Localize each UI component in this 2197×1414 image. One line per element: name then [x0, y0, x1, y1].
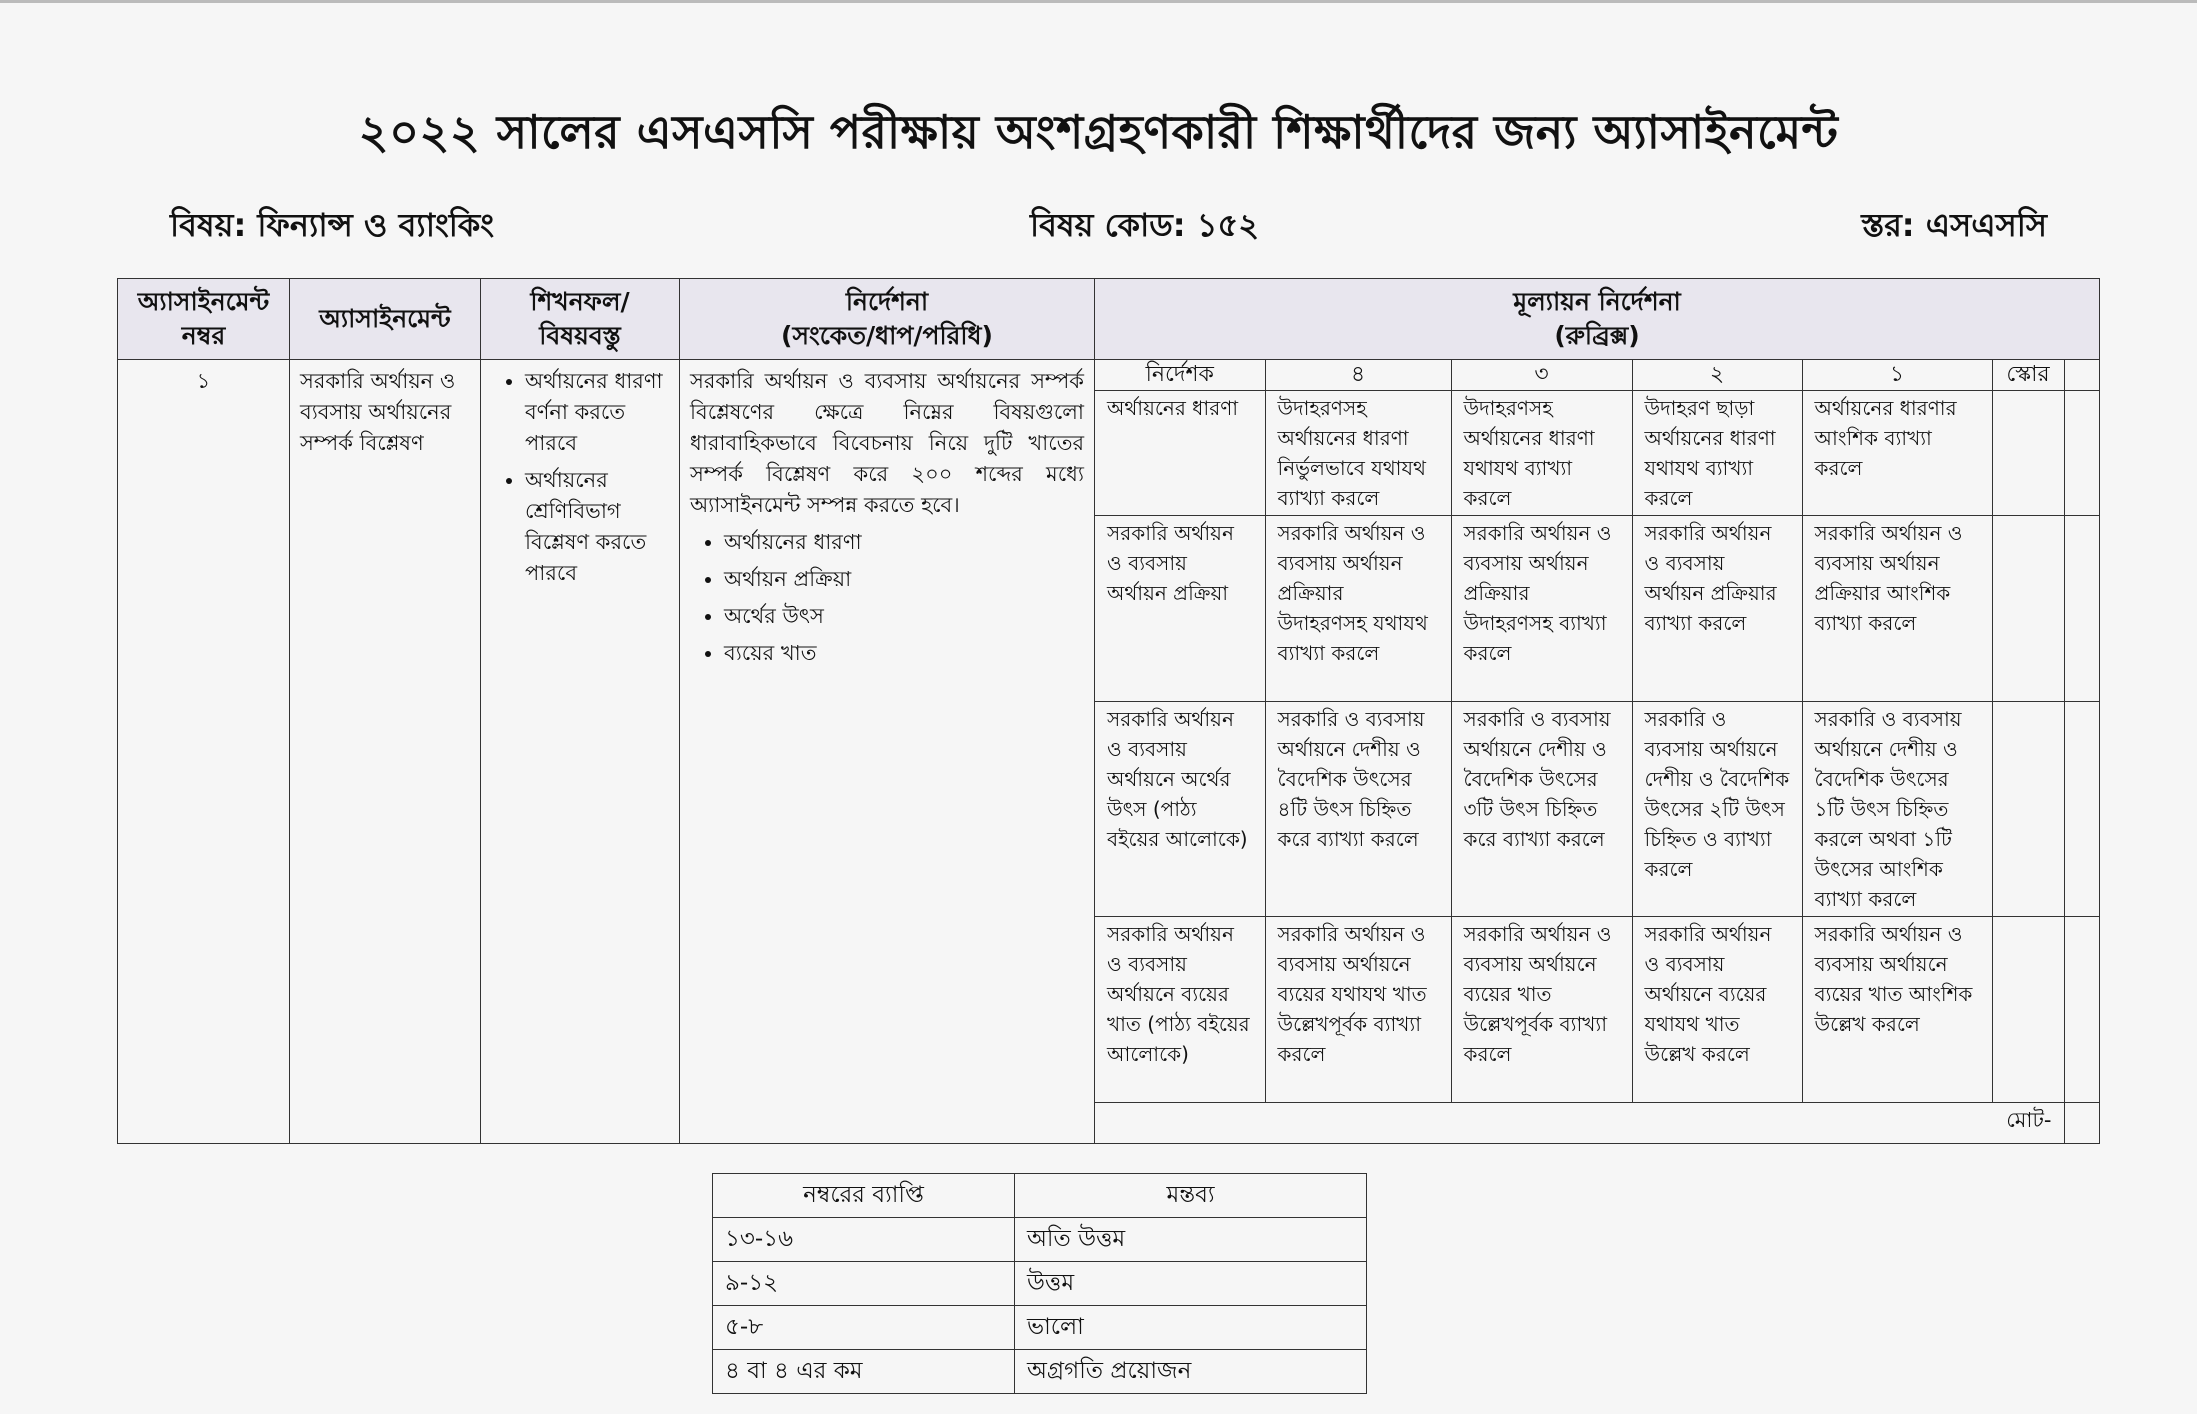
- rubric-header-1: ১: [1802, 360, 1992, 391]
- header-evaluation-line1: মূল্যায়ন নির্দেশনা: [1513, 287, 1681, 316]
- rubric-header-blank: [2064, 360, 2100, 391]
- rubric-level-1: অর্থায়নের ধারণার আংশিক ব্যাখ্যা করলে: [1802, 391, 1992, 516]
- rubric-header-score: স্কোর: [1992, 360, 2064, 391]
- rubric-indicator: অর্থায়নের ধারণা: [1095, 391, 1265, 516]
- list-item: • অর্থায়ন প্রক্রিয়া: [724, 564, 1084, 595]
- outcome-list: [491, 366, 669, 589]
- learning-outcomes: [481, 360, 680, 1144]
- table-row: [713, 1262, 1367, 1306]
- list-item: • অর্থের উৎস: [724, 601, 1084, 632]
- list-item: • অর্থায়নের শ্রেণিবিভাগ বিশ্লেষণ করতে পারবে: [525, 465, 669, 589]
- rubric-indicator: সরকারি অর্থায়ন ও ব্যবসায় অর্থায়নে অর্থের উৎস (পাঠ্য বইয়ের আলোকে): [1095, 702, 1265, 917]
- scale-remark: অতি উত্তম: [1015, 1218, 1367, 1262]
- rubric-blank: [2064, 516, 2100, 702]
- instruction-text: সরকারি অর্থায়ন ও ব্যবসায় অর্থায়নের সম্পর্ক বিশ্লেষণের ক্ষেত্রে নিম্নের বিষয়গুলো ধারাবাহিকভাবে বিবেচনায় নিয়ে দুটি খাতের সম্পর্ক বিশ্লেষণ করে ২০০ শব্দের মধ্যে অ্যাসাইনমেন্ট সম্পন্ন করতে হবে।: [690, 369, 1084, 517]
- rubric-level-3: সরকারি ও ব্যবসায় অর্থায়নে দেশীয় ও বৈদেশিক উৎসের ৩টি উৎস চিহ্নিত করে ব্যাখ্যা করলে: [1451, 702, 1632, 917]
- rubric-level-1: সরকারি ও ব্যবসায় অর্থায়নে দেশীয় ও বৈদেশিক উৎসের ১টি উৎস চিহ্নিত করলে অথবা ১টি উৎসের আংশিক ব্যাখ্যা করলে: [1802, 702, 1992, 917]
- list-item: • অর্থায়নের ধারণা বর্ণনা করতে পারবে: [525, 366, 669, 459]
- header-instruction-line1: নির্দেশনা: [845, 287, 929, 316]
- table-row: [713, 1218, 1367, 1262]
- rubric-header-indicator: নির্দেশক: [1095, 360, 1265, 391]
- rubric-level-4: সরকারি ও ব্যবসায় অর্থায়নে দেশীয় ও বৈদেশিক উৎসের ৪টি উৎস চিহ্নিত করে ব্যাখ্যা করলে: [1265, 702, 1451, 917]
- rubric-blank: [2064, 702, 2100, 917]
- header-assignment: অ্যাসাইনমেন্ট: [290, 279, 481, 360]
- rubric-level-3: সরকারি অর্থায়ন ও ব্যবসায় অর্থায়নে ব্যয়ের খাত উল্লেখপূর্বক ব্যাখ্যা করলে: [1451, 917, 1632, 1103]
- top-border: [0, 0, 2197, 3]
- rubric-level-1: সরকারি অর্থায়ন ও ব্যবসায় অর্থায়নে ব্যয়ের খাত আংশিক উল্লেখ করলে: [1802, 917, 1992, 1103]
- rubric-blank: [2064, 917, 2100, 1103]
- scale-range: ৯-১২: [713, 1262, 1015, 1306]
- rubric-level-4: উদাহরণসহ অর্থায়নের ধারণা নির্ভুলভাবে যথাযথ ব্যাখ্যা করলে: [1265, 391, 1451, 516]
- scale-remark: অগ্রগতি প্রয়োজন: [1015, 1350, 1367, 1394]
- table-row: [1095, 702, 2100, 917]
- assignment-table: [117, 278, 2100, 1144]
- header-evaluation: [1095, 279, 2100, 360]
- assignment-number: ১: [118, 360, 290, 1144]
- header-evaluation-line2: (রুব্রিক্স): [1554, 321, 1640, 350]
- level-label: স্তর: এসএসসি: [1861, 206, 2047, 244]
- total-row: [1095, 1103, 2100, 1144]
- scale-range: ৪ বা ৪ এর কম: [713, 1350, 1015, 1394]
- scale-range: ৫-৮: [713, 1306, 1015, 1350]
- scale-header-range: নম্বরের ব্যাপ্তি: [713, 1174, 1015, 1218]
- rubric-level-2: উদাহরণ ছাড়া অর্থায়নের ধারণা যথাযথ ব্যাখ্যা করলে: [1632, 391, 1802, 516]
- table-row: [1095, 917, 2100, 1103]
- rubric-level-2: সরকারি অর্থায়ন ও ব্যবসায় অর্থায়নে ব্যয়ের যথাযথ খাত উল্লেখ করলে: [1632, 917, 1802, 1103]
- rubric-level-3: উদাহরণসহ অর্থায়নের ধারণা যথাযথ ব্যাখ্যা করলে: [1451, 391, 1632, 516]
- rubric-header-4: ৪: [1265, 360, 1451, 391]
- header-outcome: [481, 279, 680, 360]
- rubric-level-3: সরকারি অর্থায়ন ও ব্যবসায় অর্থায়ন প্রক্রিয়ার উদাহরণসহ ব্যাখ্যা করলে: [1451, 516, 1632, 702]
- scale-range: ১৩-১৬: [713, 1218, 1015, 1262]
- header-outcome-line1: শিখনফল/: [530, 287, 630, 316]
- rubric-indicator: সরকারি অর্থায়ন ও ব্যবসায় অর্থায়নে ব্যয়ের খাত (পাঠ্য বইয়ের আলোকে): [1095, 917, 1265, 1103]
- page-title: ২০২২ সালের এসএসসি পরীক্ষায় অংশগ্রহণকারী শিক্ষার্থীদের জন্য অ্যাসাইনমেন্ট: [358, 105, 1839, 159]
- rubric-cell: [1095, 360, 2100, 1144]
- rubric-score: [1992, 516, 2064, 702]
- rubric-header-3: ৩: [1451, 360, 1632, 391]
- rubric-level-4: সরকারি অর্থায়ন ও ব্যবসায় অর্থায়ন প্রক্রিয়ার উদাহরণসহ যথাযথ ব্যাখ্যা করলে: [1265, 516, 1451, 702]
- rubric-level-1: সরকারি অর্থায়ন ও ব্যবসায় অর্থায়ন প্রক্রিয়ার আংশিক ব্যাখ্যা করলে: [1802, 516, 1992, 702]
- header-number: অ্যাসাইনমেন্ট নম্বর: [118, 279, 290, 360]
- rubric-level-2: সরকারি ও ব্যবসায় অর্থায়নে দেশীয় ও বৈদেশিক উৎসের ২টি উৎস চিহ্নিত ও ব্যাখ্যা করলে: [1632, 702, 1802, 917]
- rubric-score: [1992, 702, 2064, 917]
- rubric-level-2: সরকারি অর্থায়ন ও ব্যবসায় অর্থায়ন প্রক্রিয়ার ব্যাখ্যা করলে: [1632, 516, 1802, 702]
- header-outcome-line2: বিষয়বস্তু: [539, 321, 621, 350]
- rubric-score: [1992, 391, 2064, 516]
- header-instruction: [680, 279, 1095, 360]
- rubric-level-4: সরকারি অর্থায়ন ও ব্যবসায় অর্থায়নে ব্যয়ের যথাযথ খাত উল্লেখপূর্বক ব্যাখ্যা করলে: [1265, 917, 1451, 1103]
- total-label: মোট-: [1095, 1103, 2064, 1144]
- score-range-table: [712, 1173, 1367, 1394]
- scale-remark: উত্তম: [1015, 1262, 1367, 1306]
- instruction-points: [690, 527, 1084, 669]
- rubric-header-2: ২: [1632, 360, 1802, 391]
- list-item: • ব্যয়ের খাত: [724, 638, 1084, 669]
- table-row: [713, 1350, 1367, 1394]
- rubric-score: [1992, 917, 2064, 1103]
- rubric-blank: [2064, 391, 2100, 516]
- table-row: [713, 1306, 1367, 1350]
- rubric-indicator: সরকারি অর্থায়ন ও ব্যবসায় অর্থায়ন প্রক্রিয়া: [1095, 516, 1265, 702]
- assignment-topic: সরকারি অর্থায়ন ও ব্যবসায় অর্থায়নের সম্পর্ক বিশ্লেষণ: [290, 360, 481, 1144]
- rubric-table: [1095, 360, 2100, 1143]
- table-row: [1095, 391, 2100, 516]
- subject-label: বিষয়: ফিন্যান্স ও ব্যাংকিং: [170, 206, 495, 244]
- scale-remark: ভালো: [1015, 1306, 1367, 1350]
- scale-header-remark: মন্তব্য: [1015, 1174, 1367, 1218]
- instructions: [680, 360, 1095, 1144]
- subject-code-label: বিষয় কোড: ১৫২: [1030, 206, 1260, 244]
- total-blank: [2064, 1103, 2100, 1144]
- list-item: • অর্থায়নের ধারণা: [724, 527, 1084, 558]
- table-row: [1095, 516, 2100, 702]
- header-instruction-line2: (সংকেত/ধাপ/পরিধি): [781, 321, 993, 350]
